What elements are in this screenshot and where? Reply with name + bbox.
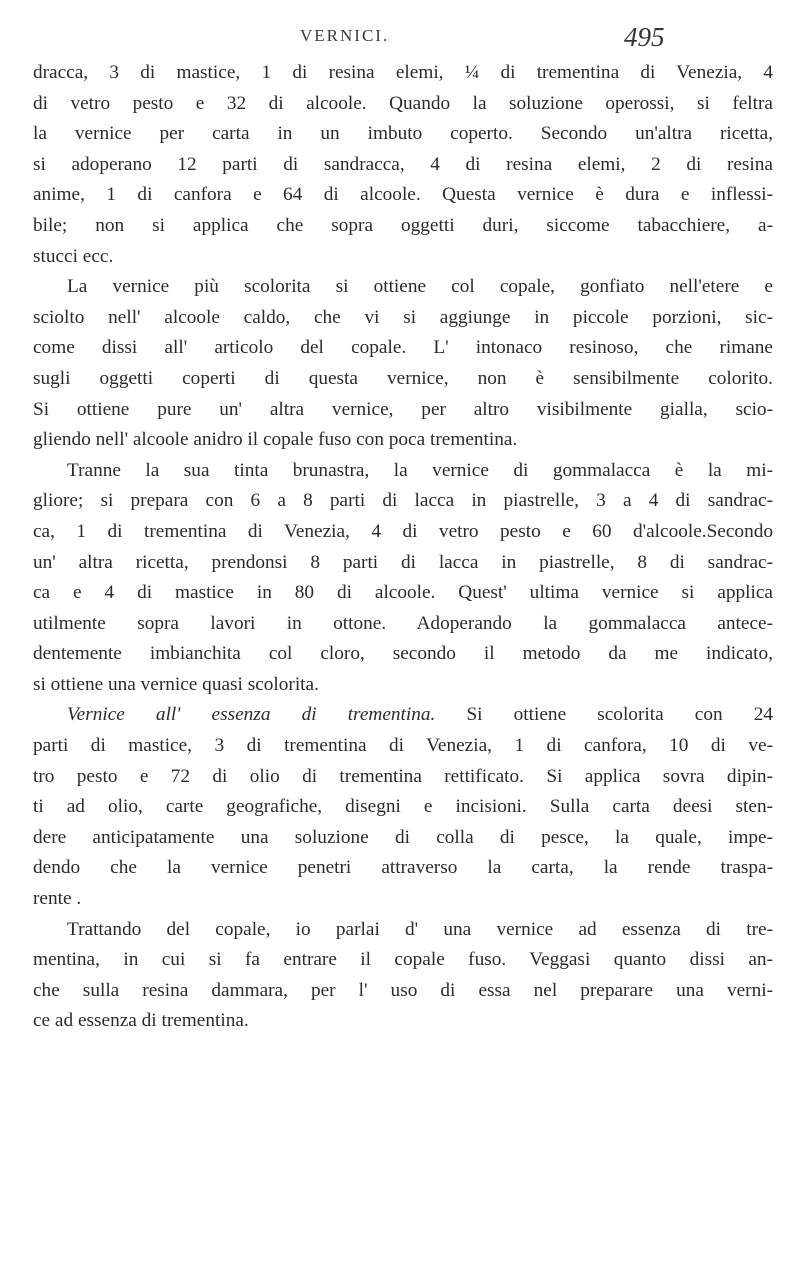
running-title: VERNICI.	[300, 26, 390, 45]
text-line: Trattando del copale, io parlai d' una vernice ad essenza di tre-	[67, 918, 773, 940]
italic-heading: Vernice all'	[67, 704, 181, 726]
page-number: 495	[624, 22, 665, 52]
text-line: utilmente sopra lavori in ottone. Adoperando la gommalacca antece-	[33, 612, 773, 634]
text-line: sugli oggetti coperti di questa vernice, non è sensibilmente colorito.	[33, 367, 773, 389]
text-line: gliore; si prepara con 6 a 8 parti di lacca in piastrelle, 3 a 4 di sandrac-	[33, 490, 773, 512]
text-line: rente .	[33, 888, 82, 910]
text-line: si adoperano 12 parti di sandracca, 4 di resina elemi, 2 di resina	[33, 153, 773, 175]
text-line: Tranne la sua tinta brunastra, la vernice di gommalacca è la mi-	[67, 459, 773, 481]
text-line: ca e 4 di mastice in 80 di alcoole. Quest' ultima vernice si applica	[33, 582, 773, 604]
text-line: dracca, 3 di mastice, 1 di resina elemi, ¼ di trementina di Venezia, 4	[33, 62, 773, 83]
text-line: come dissi all' articolo del copale. L' intonaco resinoso, che rimane	[33, 337, 773, 359]
italic-heading-rest: essenza di trementina.	[211, 704, 436, 726]
text-line: parti di mastice, 3 di trementina di Venezia, 1 di canfora, 10 di ve-	[33, 735, 773, 757]
text-line: che sulla resina dammara, per l' uso di essa nel preparare una verni-	[33, 979, 773, 1001]
text-line: di vetro pesto e 32 di alcoole. Quando la soluzione operossi, si feltra	[33, 92, 773, 114]
text-line: sciolto nell' alcoole caldo, che vi si aggiunge in piccole porzioni, sic-	[33, 306, 773, 328]
text-line: La vernice più scolorita si ottiene col copale, gonfiato nell'etere e	[67, 276, 773, 298]
text-line: tro pesto e 72 di olio di trementina rettificato. Si applica sovra dipin-	[33, 765, 773, 787]
text-line: stucci ecc.	[33, 245, 114, 267]
text-line: si ottiene una vernice quasi scolorita.	[33, 673, 319, 695]
text-line: bile; non si applica che sopra oggetti duri, siccome tabacchiere, a-	[33, 214, 773, 236]
text-line: ca, 1 di trementina di Venezia, 4 di vetro pesto e 60 d'alcoole.Secondo	[33, 520, 773, 542]
text-line: dentemente imbianchita col cloro, secondo il metodo da me indicato,	[33, 643, 773, 665]
text-line: gliendo nell' alcoole anidro il copale fuso con poca trementina.	[33, 429, 518, 451]
text-line-italic-lead	[33, 700, 773, 731]
text-line: dendo che la vernice penetri attraverso la carta, la rende traspa-	[33, 857, 773, 879]
text-line: dere anticipatamente una soluzione di colla di pesce, la quale, impe-	[33, 826, 773, 848]
text-line: un' altra ricetta, prendonsi 8 parti di lacca in piastrelle, 8 di sandrac-	[33, 551, 773, 573]
text-line: ce ad essenza di trementina.	[33, 1010, 249, 1032]
italic-lead-tail: Si ottiene scolorita con 24	[435, 704, 773, 726]
text-line: la vernice per carta in un imbuto coperto. Secondo un'altra ricetta,	[33, 123, 773, 145]
running-head	[0, 22, 800, 62]
text-line: Si ottiene pure un' altra vernice, per altro visibilmente gialla, scio-	[33, 398, 773, 420]
body-text	[33, 58, 773, 1037]
text-line: animе, 1 di canfora e 64 di alcoole. Questa vernice è dura e inflessi-	[33, 184, 773, 206]
text-line: mentina, in cui si fa entrare il copale fuso. Veggasi quanto dissi an-	[33, 949, 773, 971]
text-line: ti ad olio, carte geografiche, disegni e incisioni. Sulla carta deesi sten-	[33, 796, 773, 818]
